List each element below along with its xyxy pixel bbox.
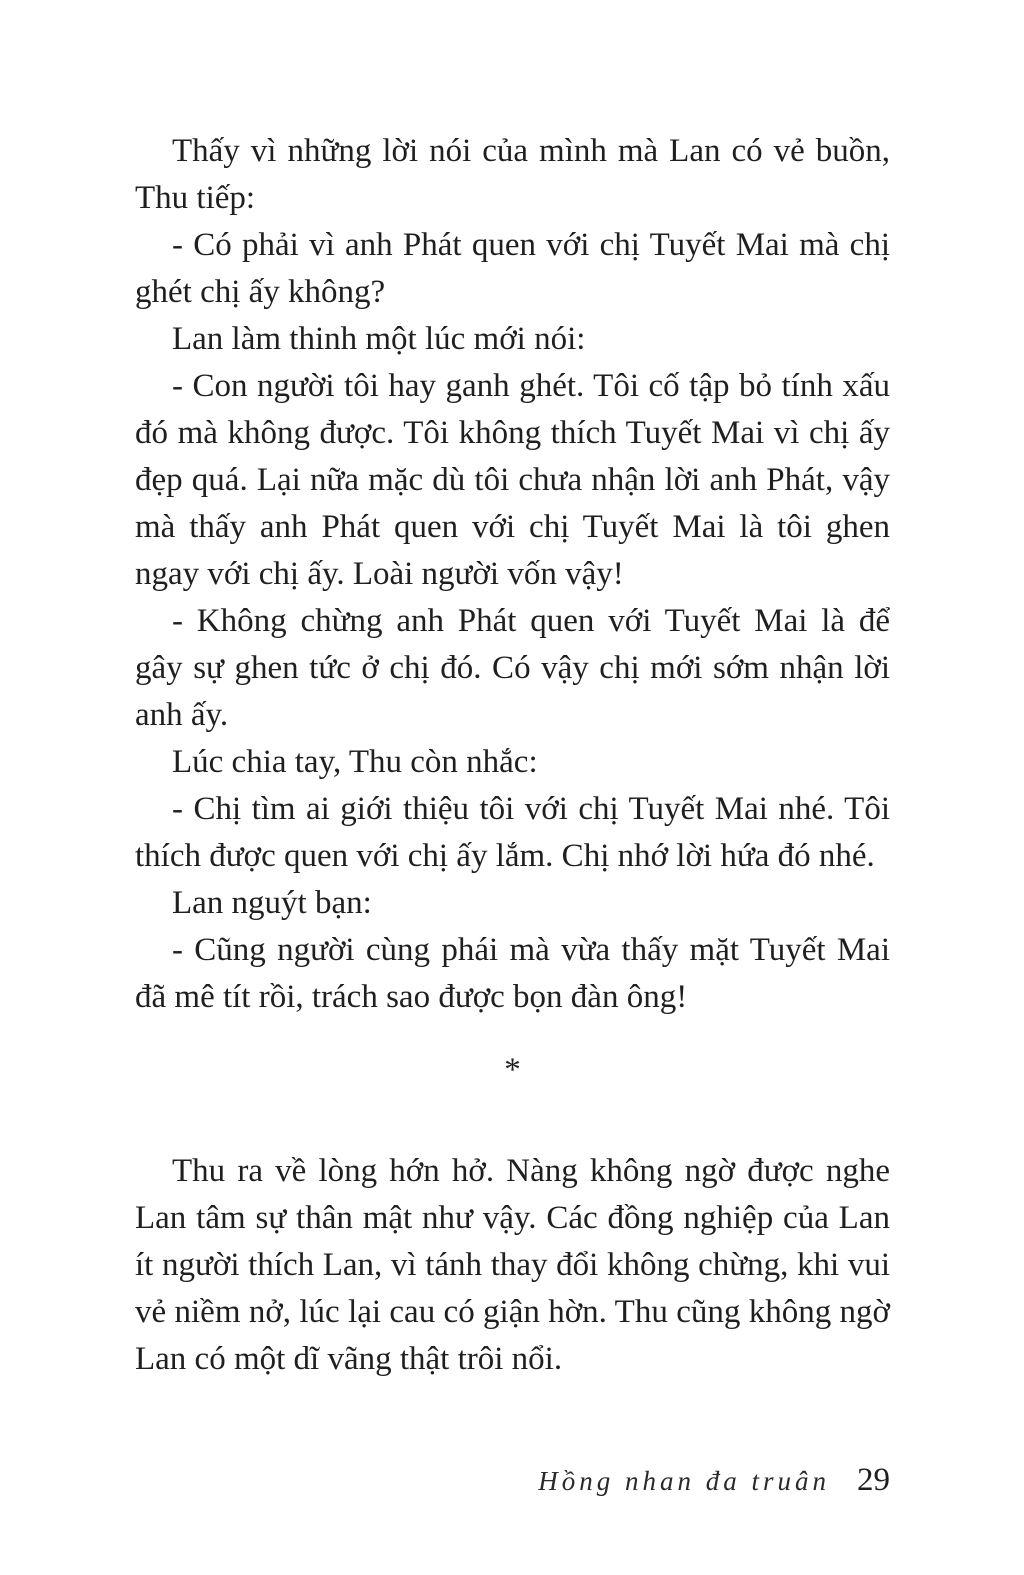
page-number: 29: [857, 1462, 890, 1498]
paragraph: - Chị tìm ai giới thiệu tôi với chị Tuyết Mai nhé. Tôi thích được quen với chị ấy lắm. Chị nhớ lời hứa đó nhé.: [135, 791, 890, 874]
paragraph: - Có phải vì anh Phát quen với chị Tuyết Mai mà chị ghét chị ấy không?: [135, 227, 890, 310]
paragraph: - Con người tôi hay ganh ghét. Tôi cố tập bỏ tính xấu đó mà không được. Tôi không thích Tuyết Mai vì chị ấy đẹp quá. Lại nữa mặc dù tôi chưa nhận lời anh Phát, vậy mà thấy anh Phát quen với chị Tuyết Mai là tôi ghen ngay với chị ấy. Loài người vốn vậy!: [135, 368, 890, 592]
paragraph: - Không chừng anh Phát quen với Tuyết Mai là để gây sự ghen tức ở chị đó. Có vậy chị mới sớm nhận lời anh ấy.: [135, 603, 890, 733]
paragraph: Lan làm thinh một lúc mới nói:: [172, 321, 586, 357]
paragraph: Lúc chia tay, Thu còn nhắc:: [172, 744, 538, 780]
paragraph: - Cũng người cùng phái mà vừa thấy mặt Tuyết Mai đã mê tít rồi, trách sao được bọn đàn ông!: [135, 932, 890, 1015]
section-separator: *: [504, 1052, 521, 1088]
paragraph: Thấy vì những lời nói của mình mà Lan có vẻ buồn, Thu tiếp:: [135, 133, 890, 216]
paragraph: Lan nguýt bạn:: [172, 885, 372, 921]
paragraph: Thu ra về lòng hớn hở. Nàng không ngờ được nghe Lan tâm sự thân mật như vậy. Các đồng nghiệp của Lan ít người thích Lan, vì tánh thay đổi không chừng, khi vui vẻ niềm nở, lúc lại cau có giận hờn. Thu cũng không ngờ Lan có một dĩ vãng thật trôi nổi.: [135, 1153, 890, 1377]
page-footer: [538, 1462, 890, 1499]
running-title: Hồng nhan đa truân: [538, 1466, 830, 1496]
body-text: [135, 128, 890, 1383]
